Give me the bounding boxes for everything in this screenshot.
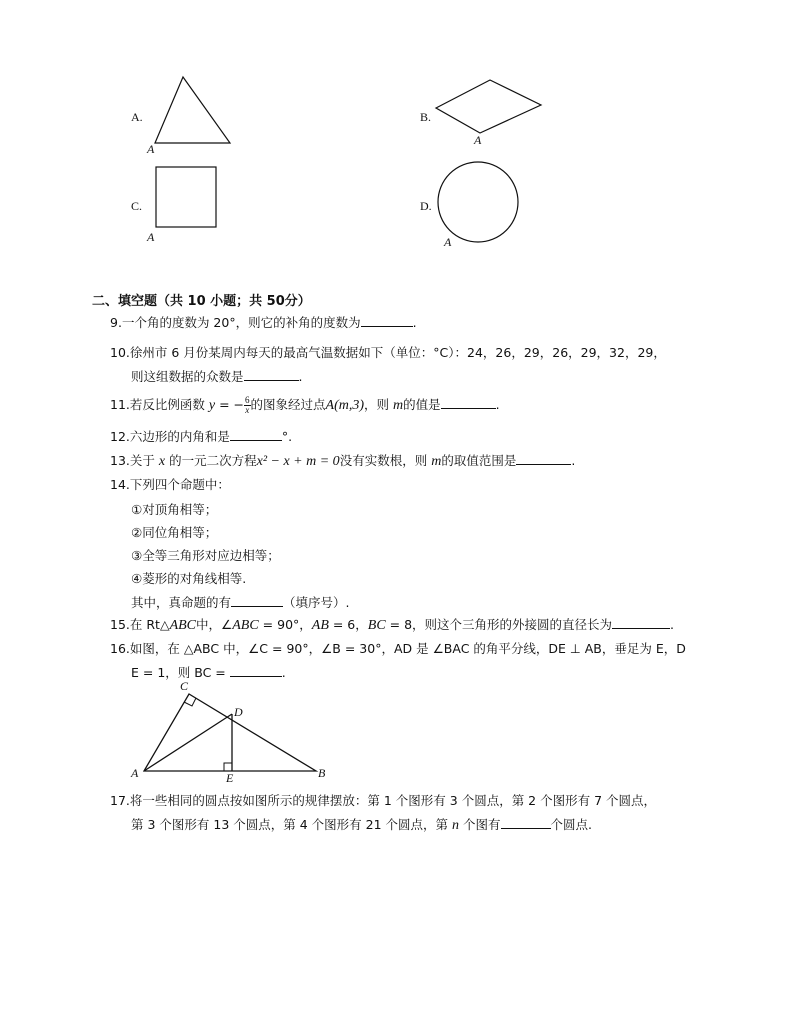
question-text: 一个角的度数为 20°，则它的补角的度数为	[121, 315, 361, 330]
option-c-vertex: A	[147, 230, 155, 244]
question-14: 14.下列四个命题中：	[110, 477, 230, 492]
answer-blank[interactable]	[441, 396, 496, 409]
vertex-b-label: B	[318, 766, 326, 780]
question-number: 10.	[110, 345, 130, 360]
option-a-vertex: A	[147, 142, 155, 156]
option-d-vertex: A	[444, 235, 452, 249]
option-a-label: A.	[131, 110, 143, 124]
question-10	[110, 344, 666, 362]
proposition-item: ③全等三角形对应边相等；	[131, 548, 280, 563]
answer-blank[interactable]	[230, 428, 282, 441]
vertex-a-label: A	[131, 766, 139, 780]
option-d-label: D.	[420, 199, 432, 213]
question-10-line2: 则这组数据的众数是 .	[131, 369, 303, 384]
question-16-line2: E = 1，则 BC = .	[131, 665, 286, 680]
option-b-vertex: A	[474, 133, 482, 147]
answer-blank[interactable]	[501, 816, 551, 829]
question-9: 9.一个角的度数为 20°，则它的补角的度数为 .	[110, 315, 417, 330]
section-title: 二、填空题（共 10 小题；共 50分）	[92, 294, 311, 309]
question-number: 16.	[110, 641, 130, 656]
fraction: $\frac{6}{x}$	[245, 395, 250, 415]
answer-blank[interactable]	[361, 314, 413, 327]
equation: x² − x + m = 0	[256, 454, 340, 469]
question-number: 12.	[110, 429, 130, 444]
proposition-item: ①对顶角相等；	[131, 502, 218, 517]
question-15: 15.在 Rt△ABC中，∠ABC = 90°，AB = 6，BC = 8，则这个三角形的外接圆的直径长为 .	[110, 617, 675, 633]
question-14-tail: 其中，真命题的有 （填序号）.	[131, 595, 350, 610]
question-17: 17.将一些相同的圆点按如图所示的规律摆放：第 1 个图形有 3 个圆点，第 2 个图形有 7 个圆点，	[110, 793, 656, 808]
circle-figure	[430, 155, 530, 245]
proposition-item: ②同位角相等；	[131, 525, 218, 540]
question-number: 11.	[110, 397, 130, 412]
proposition-item: ④菱形的对角线相等.	[131, 571, 247, 586]
answer-blank[interactable]	[231, 594, 283, 607]
question-number: 14.	[110, 477, 130, 492]
question-16: 16.如图，在 △ABC 中，∠C = 90°，∠B = 30°，AD 是 ∠BAC 的角平分线，DE ⊥ AB，垂足为 E，D	[110, 641, 686, 656]
vertex-c-label: C	[180, 679, 189, 693]
question-number: 13.	[110, 453, 130, 468]
vertex-e-label: E	[226, 771, 234, 785]
answer-blank[interactable]	[516, 452, 571, 465]
answer-blank[interactable]	[612, 616, 670, 629]
question-13: 13.关于 x 的一元二次方程x² − x + m = 0没有实数根，则 m的取值范围是 .	[110, 453, 576, 469]
question-11: 11.若反比例函数 y = − $\frac{6}{x}$ 的图象经过点A(m,3)，则 m的值是 .	[110, 395, 500, 415]
question-17-line2: 第 3 个图形有 13 个圆点，第 4 个图形有 21 个圆点，第 n 个图有 个圆点.	[131, 817, 592, 833]
vertex-d-label: D	[234, 705, 243, 719]
triangle-figure	[150, 75, 240, 150]
question-12: 12.六边形的内角和是 °.	[110, 429, 293, 444]
question-number: 17.	[110, 793, 130, 808]
question-number: 9.	[110, 315, 122, 330]
triangle-abc-figure	[128, 680, 338, 785]
question-number: 15.	[110, 617, 130, 632]
option-c-label: C.	[131, 199, 143, 213]
square-figure	[150, 162, 225, 237]
question-text: 徐州市 6 月份某周内每天的最高气温数据如下（单位：°C）：24，26，29，26，29，32，29，	[129, 345, 666, 360]
answer-blank[interactable]	[230, 664, 282, 677]
rhombus-figure	[430, 75, 550, 140]
answer-blank[interactable]	[244, 368, 299, 381]
option-b-label: B.	[420, 110, 432, 124]
